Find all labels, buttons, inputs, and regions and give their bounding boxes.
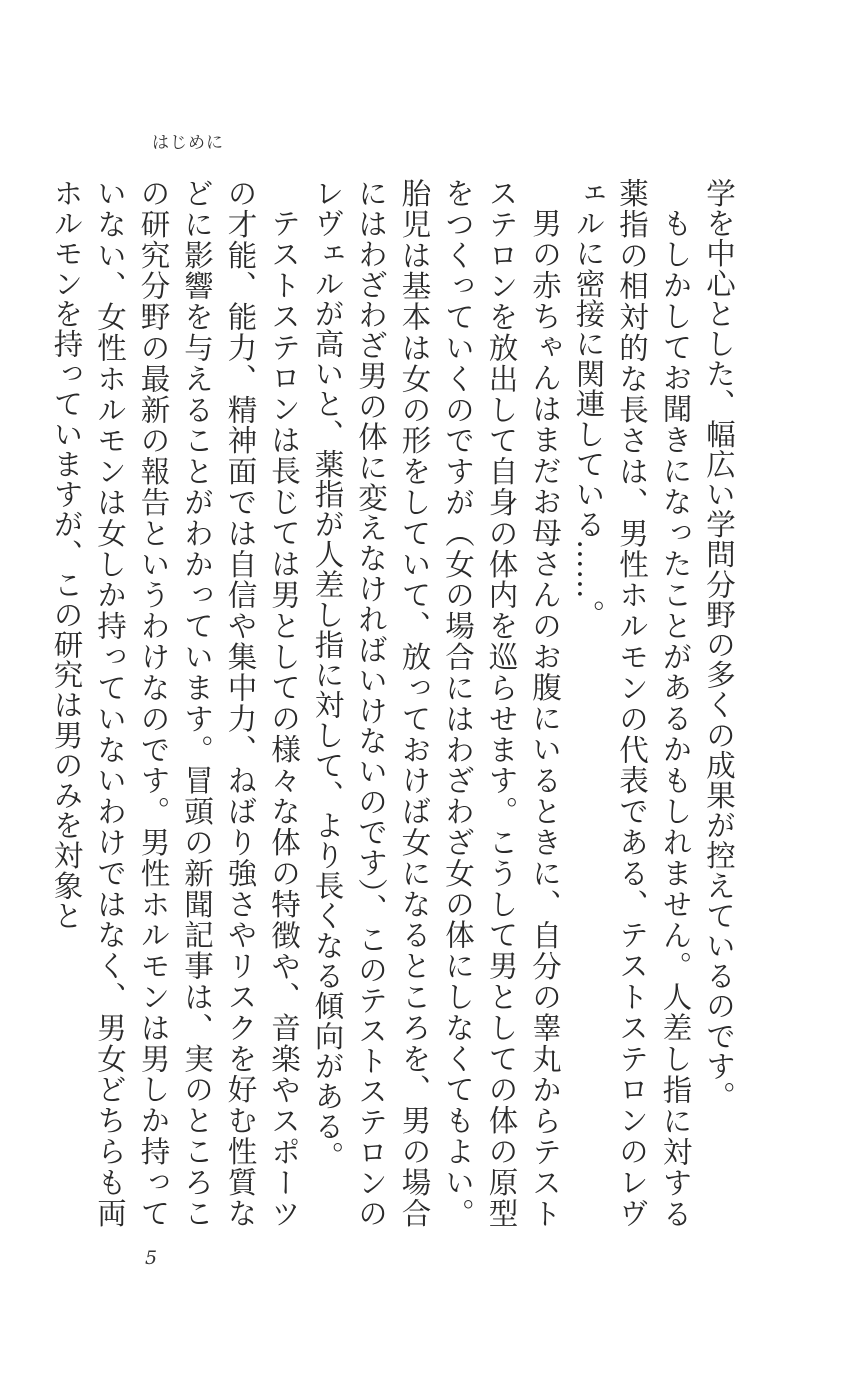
body-text xyxy=(49,178,740,1228)
paragraph-1: 学を中心とした、幅広い学問分野の多くの成果が控えているのです。 xyxy=(702,178,736,1112)
paragraph-3: 男の赤ちゃんはまだお母さんのお腹にいるときに、自分の睾丸からテストステロンを放出して自身の体内を巡らせます。こうして男としての体の原型をつくっていくのですが（女の場合にはわざわざ女の体にしなくてもよい。胎児は基本は女の形をしていて、放っておけば女になるところを、男の場合にはわざわざ男の体に変えなければいけないのです）、このテストステロンのレヴェルが高いと、薬指が人差し指に対して、より長くなる傾向がある。 xyxy=(310,178,562,1228)
running-head: はじめに xyxy=(152,133,224,153)
paragraph-4: テストステロンは長じては男としての様々な体の特徴や、音楽やスポーツの才能、能力、精神面では自信や集中力、ねばり強さやリスクを好む性質などに影響を与えることがわかっています。冒頭の新聞記事は、実のところこの研究分野の最新の報告というわけなのです。男性ホルモンは男しか持っていない、女性ホルモンは女しか持っていないわけではなく、男女どちらも両ホルモンを持っていますが、この研究は男のみを対象と xyxy=(49,178,301,1228)
paragraph-2: もしかしてお聞きになったことがあるかもしれません。人差し指に対する薬指の相対的な長さは、男性ホルモンの代表である、テストステロンのレヴェルに密接に関連している……。 xyxy=(571,178,693,1228)
page-number: 5 xyxy=(145,1247,158,1269)
